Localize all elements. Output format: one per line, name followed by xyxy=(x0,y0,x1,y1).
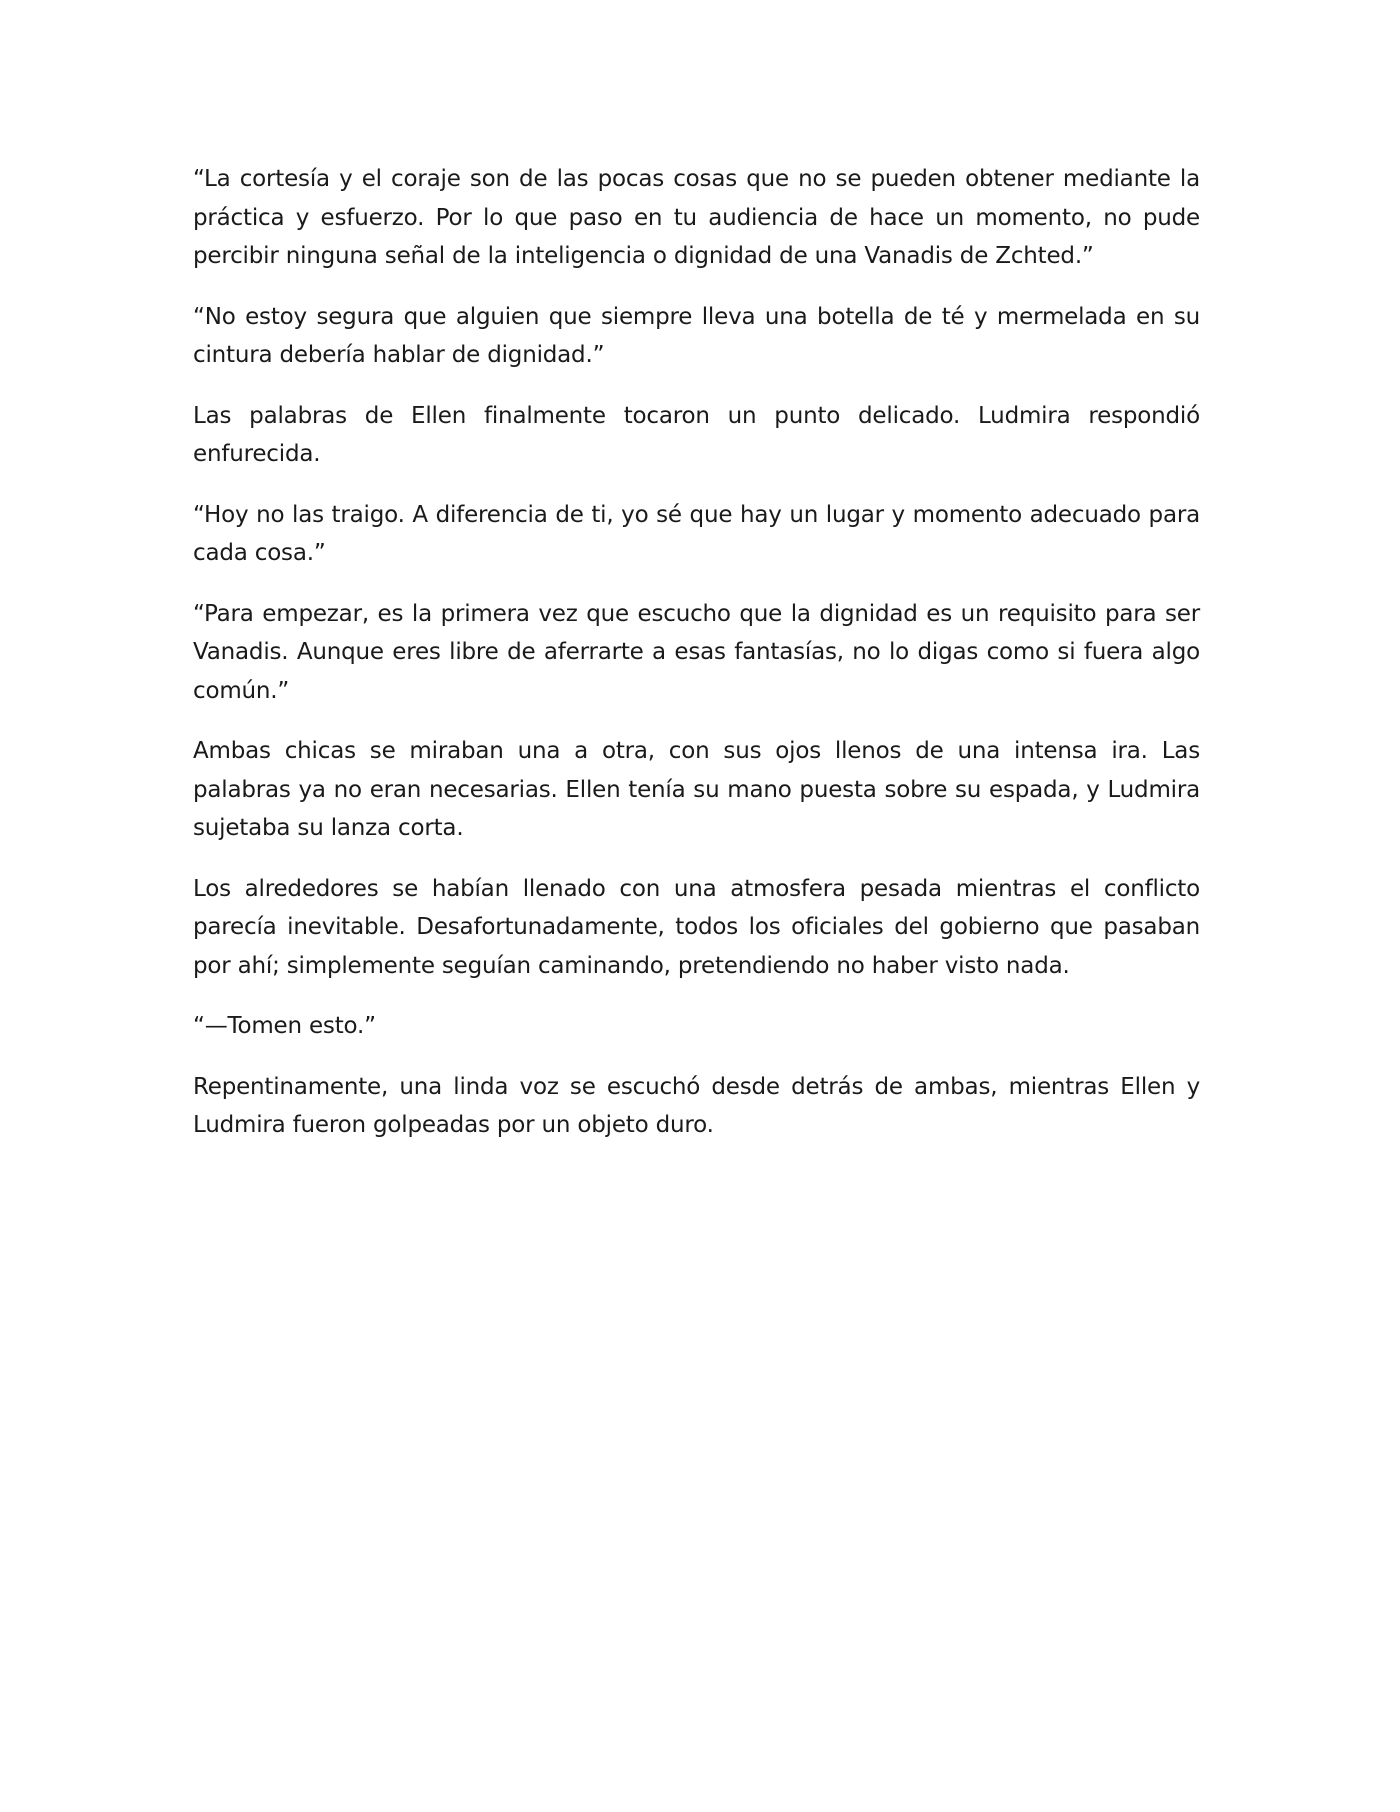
paragraph-8: “—Tomen esto.” xyxy=(193,1013,376,1039)
paragraph-4: “Hoy no las traigo. A diferencia de ti, yo sé que hay un lugar y momento adecuado para cada cosa.” xyxy=(193,501,1200,566)
paragraph-7: Los alrededores se habían llenado con una atmosfera pesada mientras el conflicto parecía inevitable. Desafortunadamente, todos los oficiales del gobierno que pasaban por ahí; simplemente seguían caminando, pretendiendo no haber visto nada. xyxy=(193,875,1200,979)
paragraph-2: “No estoy segura que alguien que siempre lleva una botella de té y mermelada en su cintura debería hablar de dignidad.” xyxy=(193,303,1200,368)
paragraph-1: “La cortesía y el coraje son de las pocas cosas que no se pueden obtener mediante la práctica y esfuerzo. Por lo que paso en tu audiencia de hace un momento, no pude percibir ninguna señal de la inteligencia o dignidad de una Vanadis de Zchted.” xyxy=(193,166,1200,269)
body-text xyxy=(193,160,1200,1167)
paragraph-6: Ambas chicas se miraban una a otra, con sus ojos llenos de una intensa ira. Las palabras ya no eran necesarias. Ellen tenía su mano puesta sobre su espada, y Ludmira sujetaba su lanza corta. xyxy=(193,738,1200,841)
paragraph-3: Las palabras de Ellen finalmente tocaron un punto delicado. Ludmira respondió enfurecida. xyxy=(193,402,1200,467)
paragraph-5: “Para empezar, es la primera vez que escucho que la dignidad es un requisito para ser Vanadis. Aunque eres libre de aferrarte a esas fantasías, no lo digas como si fuera algo común.” xyxy=(193,600,1200,704)
paragraph-9: Repentinamente, una linda voz se escuchó desde detrás de ambas, mientras Ellen y Ludmira fueron golpeadas por un objeto duro. xyxy=(193,1073,1200,1138)
